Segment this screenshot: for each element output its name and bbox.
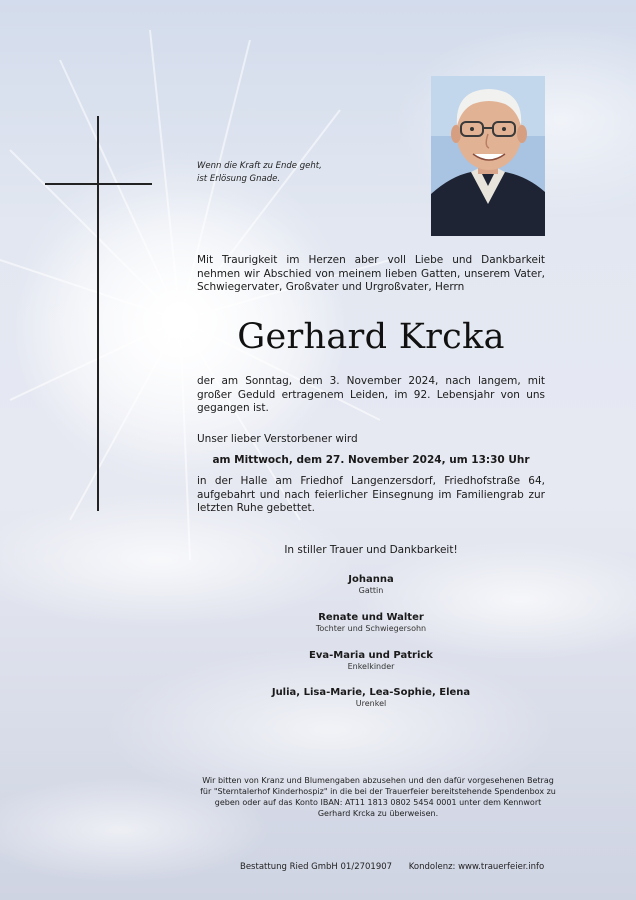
condolence-link: Kondolenz: www.trauerfeier.info xyxy=(408,862,545,872)
mourner-role: Urenkel xyxy=(355,699,387,708)
mourner-role: Tochter und Schwiegersohn xyxy=(315,624,427,633)
funeral-intro-text: Unser lieber Verstorbener wird xyxy=(197,433,358,445)
mourner-role: Gattin xyxy=(358,586,384,595)
undertaker-info: Bestattung Ried GmbH 01/2701907 xyxy=(240,862,393,872)
quote xyxy=(197,160,322,186)
donation-notice xyxy=(180,775,576,819)
deceased-name: Gerhard Krcka xyxy=(237,317,505,357)
funeral-location-text: in der Halle am Friedhof Langenzersdorf, Friedhofstraße 64, aufgebahrt und nach feierlicher Einsegnung im Familiengrab zur letzten Ruhe gebettet. xyxy=(197,475,545,514)
portrait-illustration xyxy=(431,76,545,236)
cross-horizontal-bar xyxy=(45,183,152,185)
mourner-entry xyxy=(197,687,545,709)
donation-notice-line: geben oder auf das Konto IBAN: AT11 1813 0802 5454 0001 unter dem Kennwort xyxy=(214,798,542,807)
donation-notice-line: für "Sterntalerhof Kinderhospiz" in die bei der Trauerfeier bereitstehende Spendenbox zu xyxy=(200,787,556,796)
thanks-text: In stiller Trauer und Dankbarkeit! xyxy=(284,544,458,556)
mourner-name: Johanna xyxy=(348,574,394,585)
quote-line-2: ist Erlösung Gnade. xyxy=(197,174,281,184)
mourner-name: Renate und Walter xyxy=(318,612,424,623)
cross-vertical-bar xyxy=(97,116,99,511)
funeral-date: am Mittwoch, dem 27. November 2024, um 13:30 Uhr xyxy=(212,454,530,466)
mourner-name: Julia, Lisa-Marie, Lea-Sophie, Elena xyxy=(271,687,471,698)
donation-notice-line: Gerhard Krcka zu überweisen. xyxy=(317,809,439,818)
mourner-name: Eva-Maria und Patrick xyxy=(309,650,433,661)
death-notice-text: der am Sonntag, dem 3. November 2024, nach langem, mit großer Geduld ertragenem Leiden, im 92. Lebensjahr von uns gegangen ist. xyxy=(197,375,545,414)
donation-notice-line: Wir bitten von Kranz und Blumengaben abzusehen und den dafür vorgesehenen Betrag xyxy=(202,776,554,785)
mourner-entry xyxy=(197,650,545,672)
mourner-role: Enkelkinder xyxy=(347,662,395,671)
portrait-photo xyxy=(431,76,545,236)
intro-text: Mit Traurigkeit im Herzen aber voll Liebe und Dankbarkeit nehmen wir Abschied von meinem lieben Gatten, unserem Vater, Schwiegervater, Großvater und Urgroßvater, Herrn xyxy=(197,254,545,293)
mourner-entry xyxy=(197,574,545,596)
footer xyxy=(240,862,544,872)
quote-line-1: Wenn die Kraft zu Ende geht, xyxy=(197,161,322,171)
mourner-entry xyxy=(197,612,545,634)
